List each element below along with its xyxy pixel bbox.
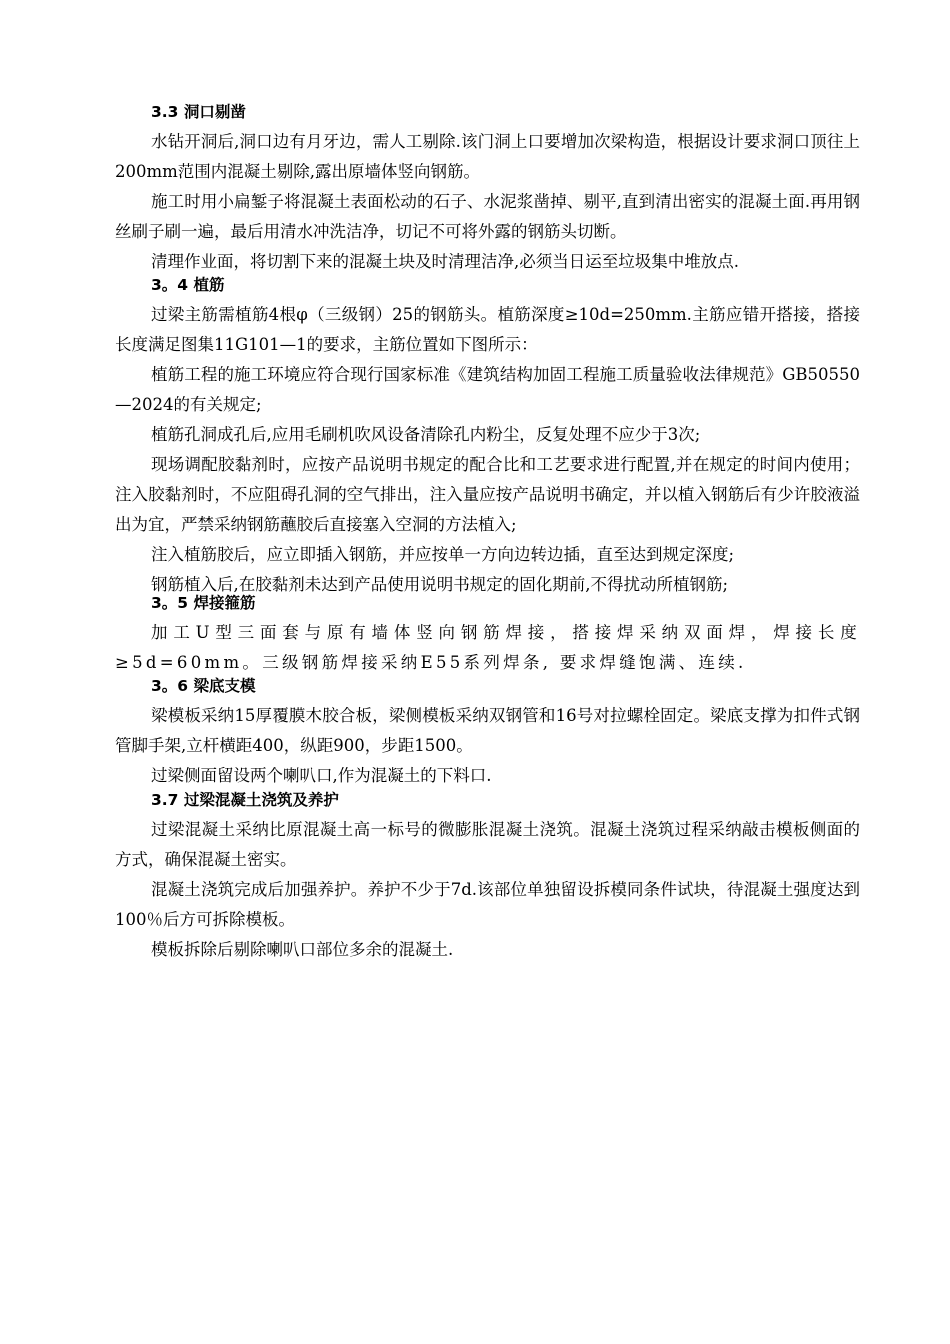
paragraph: 水钻开洞后,洞口边有月牙边，需人工剔除.该门洞上口要增加次梁构造，根据设计要求洞口顶往上200mm范围内混凝土剔除,露出原墙体竖向钢筋。 [115, 132, 860, 181]
paragraph: 注入植筋胶后，应立即插入钢筋，并应按单一方向边转边插，直至达到规定深度; [151, 545, 735, 564]
section-3-7 [115, 785, 860, 965]
paragraph: 清理作业面，将切割下来的混凝土块及时清理洁净,必须当日运至垃圾集中堆放点. [151, 252, 739, 271]
section-heading: 3。6 梁底支模 [151, 677, 256, 695]
section-3-3 [115, 97, 860, 277]
section-heading: 3.7 过梁混凝土浇筑及养护 [151, 791, 339, 809]
paragraph: 过梁侧面留设两个喇叭口,作为混凝土的下料口. [151, 766, 492, 785]
paragraph: 加工U型三面套与原有墙体竖向钢筋焊接，搭接焊采纳双面焊，焊接长度≥5d=60mm。三级钢筋焊接采纳E55系列焊条, 要求焊缝饱满、连续. [115, 623, 860, 672]
paragraph: 模板拆除后剔除喇叭口部位多余的混凝土. [151, 940, 454, 959]
paragraph: 植筋工程的施工环境应符合现行国家标准《建筑结构加固工程施工质量验收法律规范》GB50550—2024的有关规定; [115, 365, 860, 414]
paragraph: 现场调配胶黏剂时，应按产品说明书规定的配合比和工艺要求进行配置,并在规定的时间内使用；注入胶黏剂时，不应阻碍孔洞的空气排出，注入量应按产品说明书确定，并以植入钢筋后有少许胶液溢出为宜，严禁采纳钢筋蘸胶后直接塞入空洞的方法植入; [115, 455, 860, 534]
paragraph: 植筋孔洞成孔后,应用毛刷机吹风设备清除孔内粉尘，反复处理不应少于3次; [151, 425, 701, 444]
paragraph: 钢筋植入后,在胶黏剂未达到产品使用说明书规定的固化期前,不得扰动所植钢筋; [151, 575, 729, 594]
paragraph: 过梁混凝土采纳比原混凝土高一标号的微膨胀混凝土浇筑。混凝土浇筑过程采纳敲击模板侧面的方式，确保混凝土密实。 [115, 820, 860, 869]
paragraph: 施工时用小扁錾子将混凝土表面松动的石子、水泥浆凿掉、剔平,直到清出密实的混凝土面.再用钢丝刷子刷一遍，最后用清水冲洗洁净，切记不可将外露的钢筋头切断。 [115, 192, 860, 241]
section-3-4 [115, 270, 860, 600]
paragraph: 梁模板采纳15厚覆膜木胶合板，梁侧模板采纳双钢管和16号对拉螺栓固定。梁底支撑为扣件式钢管脚手架,立杆横距400，纵距900，步距1500。 [115, 706, 860, 755]
section-heading: 3。5 焊接箍筋 [151, 594, 256, 612]
paragraph: 混凝土浇筑完成后加强养护。养护不少于7d.该部位单独留设拆模同条件试块，待混凝土强度达到100％后方可拆除模板。 [115, 880, 860, 929]
section-heading: 3.3 洞口剔凿 [151, 103, 246, 121]
section-heading: 3。4 植筋 [151, 276, 225, 294]
section-3-5 [115, 588, 860, 678]
paragraph: 过梁主筋需植筋4根φ（三级钢）25的钢筋头。植筋深度≥10d=250mm.主筋应错开搭接，搭接长度满足图集11G101—1的要求，主筋位置如下图所示： [115, 305, 860, 354]
section-3-6 [115, 671, 860, 791]
